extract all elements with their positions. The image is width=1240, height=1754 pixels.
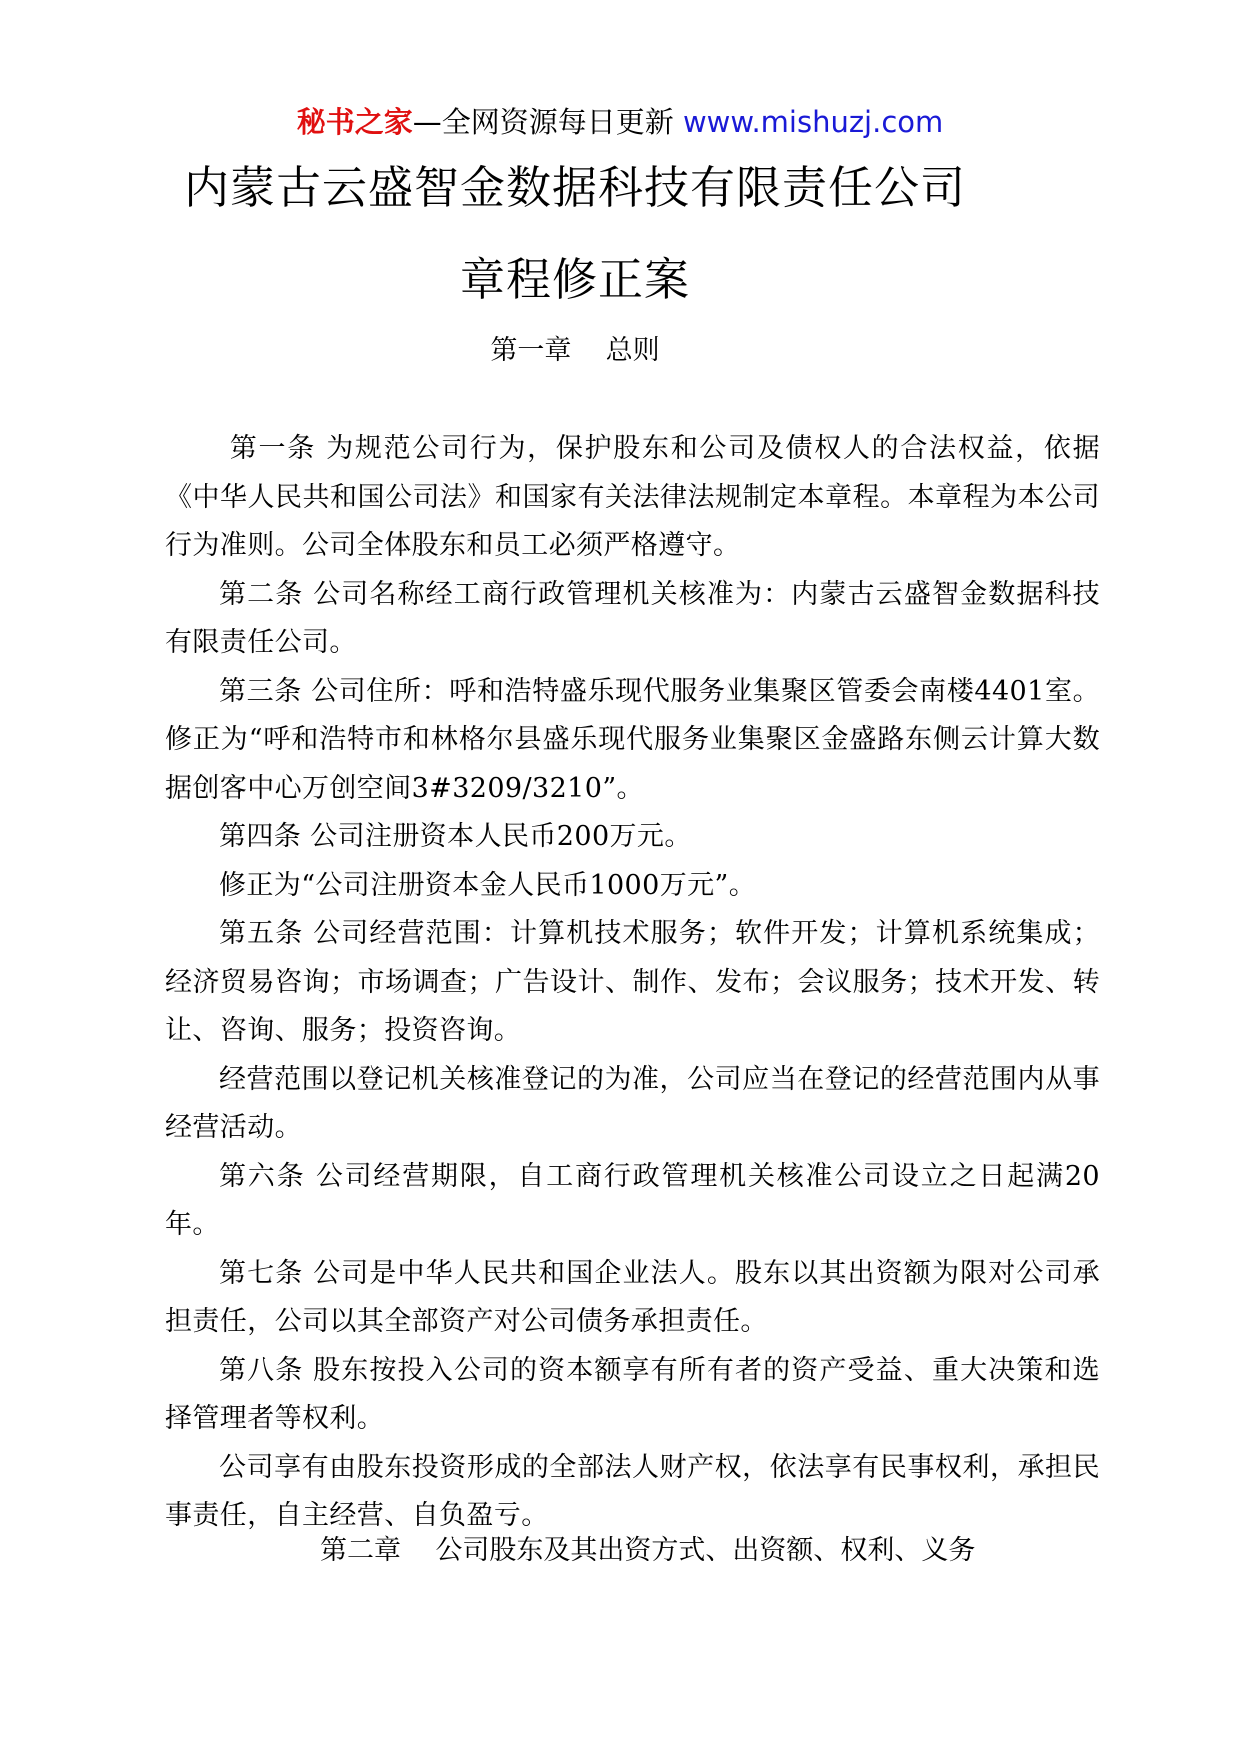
document-title-company: 内蒙古云盛智金数据科技有限责任公司 — [183, 161, 966, 214]
article-1: 第一条 为规范公司行为，保护股东和公司及债权人的合法权益，依据《中华人民共和国公司法》和国家有关法律法规制定本章程。本章程为本公司行为准则。公司全体股东和员工必须严格遵守。 — [165, 433, 1100, 561]
site-banner — [0, 100, 1240, 144]
article-5: 第五条 公司经营范围：计算机技术服务；软件开发；计算机系统集成；经济贸易咨询；市场调查；广告设计、制作、发布；会议服务；技术开发、转让、咨询、服务；投资咨询。 — [165, 918, 1100, 1046]
article-6: 第六条 公司经营期限，自工商行政管理机关核准公司设立之日起满20年。 — [165, 1160, 1100, 1240]
article-4: 第四条 公司注册资本人民币200万元。 — [219, 821, 692, 852]
article-4-amendment: 修正为“公司注册资本金人民币1000万元”。 — [219, 869, 757, 901]
document-title-subtitle: 章程修正案 — [459, 253, 690, 306]
article-7: 第七条 公司是中华人民共和国企业法人。股东以其出资额为限对公司承担责任，公司以其全部资产对公司债务承担责任。 — [165, 1257, 1100, 1337]
article-3: 第三条 公司住所：呼和浩特盛乐现代服务业集聚区管委会南楼4401室。修正为“呼和浩特市和林格尔县盛乐现代服务业集聚区金盛路东侧云计算大数据创客中心万创空间3#3209/3210”。 — [165, 675, 1100, 804]
document-body — [165, 425, 1100, 1541]
article-8-note: 公司享有由股东投资形成的全部法人财产权，依法享有民事权利，承担民事责任，自主经营、自负盈亏。 — [165, 1451, 1100, 1531]
chapter-one-heading: 第一章 总则 — [490, 335, 660, 366]
banner-brand: 秘书之家 — [296, 105, 413, 139]
article-2: 第二条 公司名称经工商行政管理机关核准为：内蒙古云盛智金数据科技有限责任公司。 — [165, 578, 1100, 658]
article-5-note: 经营范围以登记机关核准登记的为准，公司应当在登记的经营范围内从事经营活动。 — [165, 1063, 1100, 1143]
banner-site-url: www.mishuzj.com — [682, 105, 944, 139]
article-8: 第八条 股东按投入公司的资本额享有所有者的资产受益、重大决策和选择管理者等权利。 — [165, 1354, 1100, 1434]
chapter-two-heading: 第二章 公司股东及其出资方式、出资额、权利、义务 — [320, 1535, 976, 1566]
banner-tagline: —全网资源每日更新 — [412, 105, 683, 139]
